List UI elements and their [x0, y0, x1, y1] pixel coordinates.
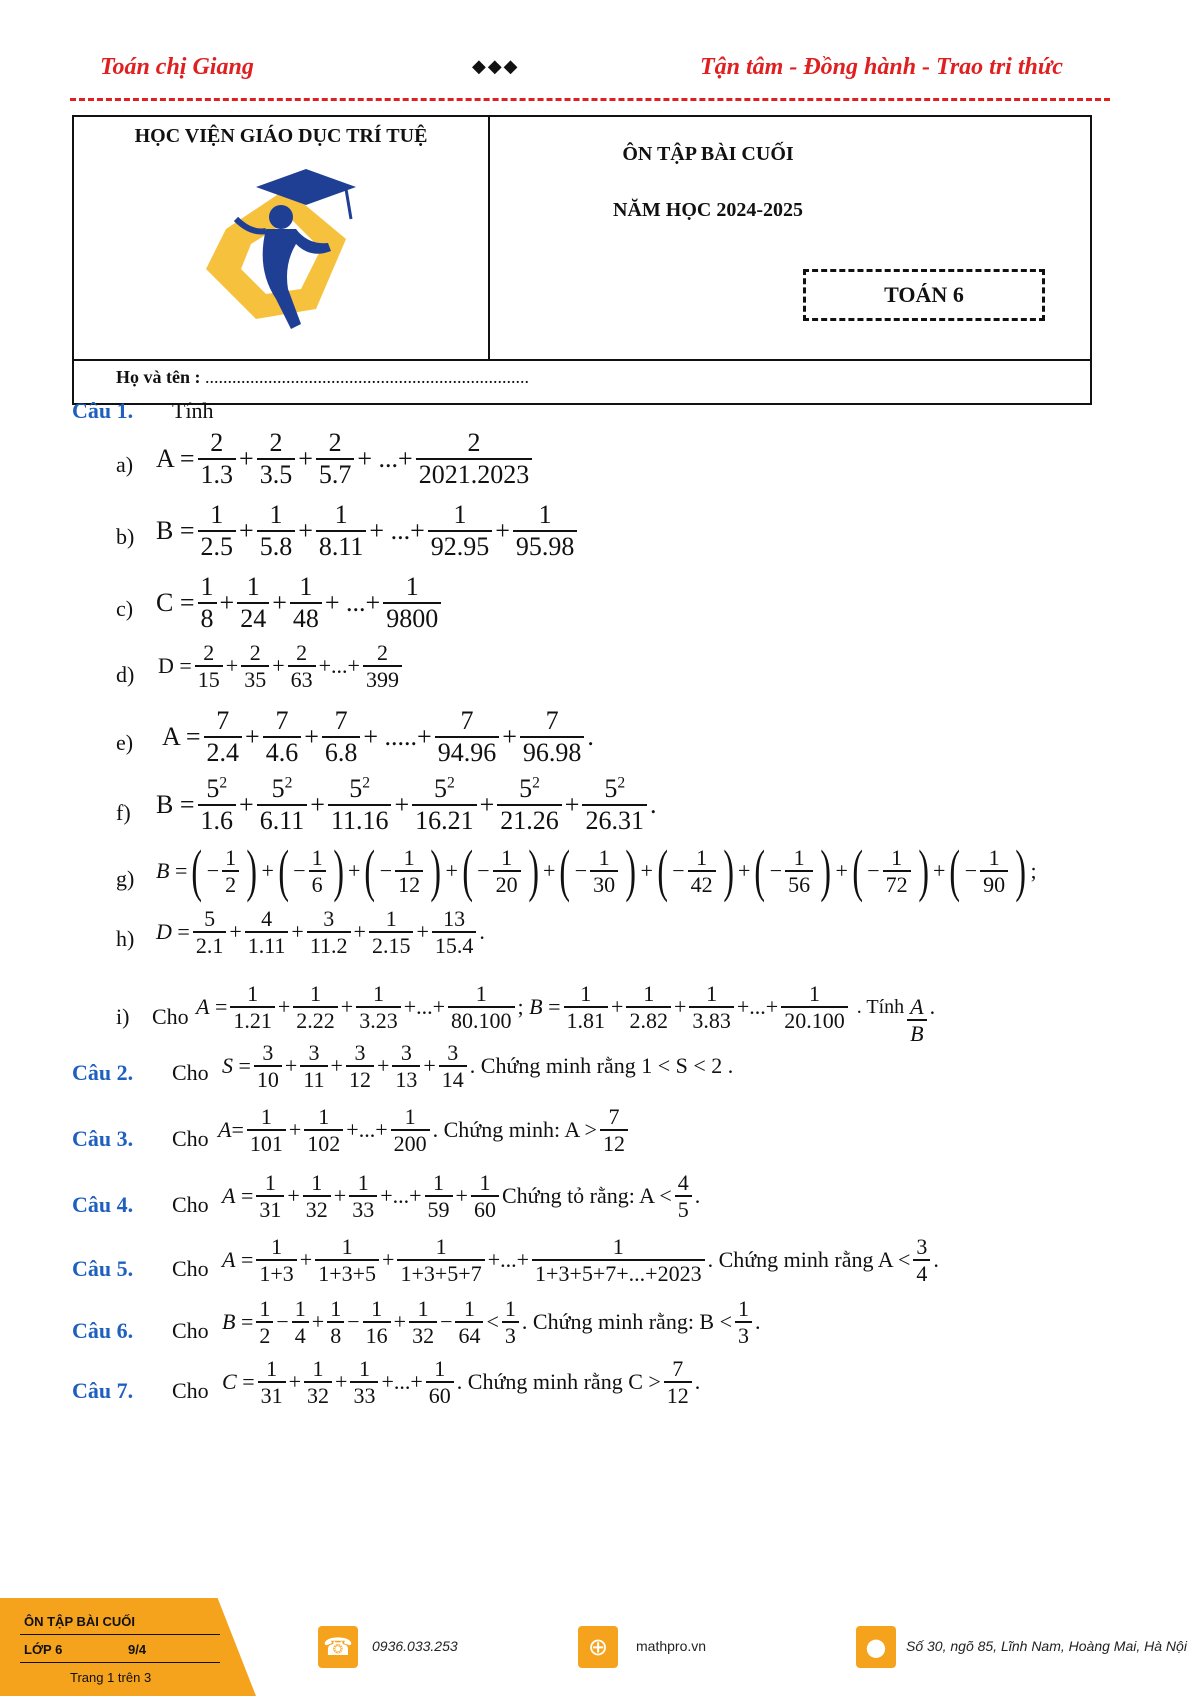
part-i-label: i) — [116, 1004, 130, 1029]
q4-label: Câu 4. — [72, 1192, 134, 1217]
footer-tag-line-2 — [20, 1662, 220, 1663]
name-dots: ........................................................................ — [205, 367, 529, 387]
formula-d: D = $\frac{2}{15}$ + $\frac{2}{35}$ + $\frac{2}{63}$ +...+ $\frac{2}{399}$ — [158, 640, 405, 693]
school-year: NĂM HỌC 2024-2025 — [613, 199, 803, 221]
formula-a: A = $\frac{2}{1.3}$ + $\frac{2}{3.5}$ + $\frac{2}{5.7}$ + ...+ $\frac{2}{2021.2023}$ — [156, 428, 535, 490]
part-d-label: d) — [116, 662, 135, 687]
doc-title: ÔN TẬP BÀI CUỐI — [622, 143, 794, 165]
formula-q4: A = $\frac{1}{31}$ + $\frac{1}{32}$ + $\frac{1}{33}$ +...+ $\frac{1}{59}$ + $\frac{1}{60}$ Chứng tỏ rằng: A < $\frac{4}{5}$ . — [222, 1170, 701, 1223]
title-box — [72, 115, 1092, 405]
q7-tail: . Chứng minh rằng C > — [456, 1369, 661, 1395]
subject-badge: TOÁN 6 — [803, 269, 1045, 321]
q5-cho: Cho — [172, 1256, 209, 1281]
box-horizontal-divider — [74, 359, 1090, 361]
footer-website[interactable]: mathpro.vn — [636, 1638, 707, 1654]
formula-q6: B = $\frac{1}{2}$ − $\frac{1}{4}$ + $\frac{1}{8}$ − $\frac{1}{16}$ + $\frac{1}{32}$ − $\frac{1}{64}$ < $\frac{1}{3}$ . Chứng minh rằng: B < $\frac{1}{3}$ . — [222, 1296, 761, 1349]
q5-label: Câu 5. — [72, 1256, 134, 1281]
part-g-label: g) — [116, 866, 135, 891]
q1-text: Tính — [172, 398, 214, 423]
footer-tag-line-1 — [20, 1634, 220, 1635]
formula-e: A = $\frac{7}{2.4}$ + $\frac{7}{4.6}$ + $\frac{7}{6.8}$ + .....+ $\frac{7}{94.96}$ + $\frac{7}{96.98}$ . — [162, 706, 594, 767]
formula-i: A = $\frac{1}{1.21}$ + $\frac{1}{2.22}$ + $\frac{1}{3.23}$ +...+ $\frac{1}{80.100}$ ; B = $\frac{1}{1.81}$ + $\frac{1}{2.82}$ + $\frac{1}{3.83}$ +...+ $\frac{1}{20.100}$ . Tính $\frac{A}{B}$ . — [196, 981, 936, 1047]
globe-icon: ⊕ — [578, 1626, 618, 1668]
formula-f: B = $\frac{5^2}{1.6}$ + $\frac{5^2}{6.11}$ + $\frac{5^2}{11.16}$ + $\frac{5^2}{16.21}$ + $\frac{5^2}{21.26}$ + $\frac{5^2}{26.31}$ . — [156, 774, 657, 835]
formula-q5: A = $\frac{1}{1+3}$ + $\frac{1}{1+3+5}$ + $\frac{1}{1+3+5+7}$ +...+ $\frac{1}{1+3+5+7+...+2023}$ . Chứng minh rằng A < $\frac{3}{4}$ . — [222, 1234, 939, 1287]
q7-label: Câu 7. — [72, 1378, 134, 1403]
part-i-cho: Cho — [152, 1004, 189, 1029]
q5-tail: . Chứng minh rằng A < — [707, 1247, 911, 1273]
q3-tail: . Chứng minh: A > — [432, 1117, 597, 1143]
formula-h: D = $\frac{5}{2.1}$ + $\frac{4}{1.11}$ + $\frac{3}{11.2}$ + $\frac{1}{2.15}$ + $\frac{13}{15.4}$ . — [156, 906, 485, 959]
formula-q2: S = $\frac{3}{10}$ + $\frac{3}{11}$ + $\frac{3}{12}$ + $\frac{3}{13}$ + $\frac{3}{14}$ . Chứng minh rằng 1 < S < 2 . — [222, 1040, 734, 1093]
student-name-line — [116, 367, 529, 388]
formula-c: C = $\frac{1}{8}$ + $\frac{1}{24}$ + $\frac{1}{48}$ + ...+ $\frac{1}{9800}$ — [156, 572, 444, 634]
q1-label: Câu 1. — [72, 398, 134, 423]
header-brand: Toán chị Giang — [100, 54, 254, 80]
part-c-label: c) — [116, 596, 134, 621]
part-h-label: h) — [116, 926, 135, 951]
part-a-label: a) — [116, 452, 134, 477]
q6-label: Câu 6. — [72, 1318, 134, 1343]
formula-b: B = $\frac{1}{2.5}$ + $\frac{1}{5.8}$ + $\frac{1}{8.11}$ + ...+ $\frac{1}{92.95}$ + $\frac{1}{95.98}$ — [156, 500, 580, 562]
part-f-label: f) — [116, 800, 131, 825]
name-label: Họ và tên : — [116, 367, 201, 387]
school-name: HỌC VIỆN GIÁO DỤC TRÍ TUỆ — [134, 125, 428, 147]
header-divider — [70, 98, 1110, 101]
footer-date: 9/4 — [128, 1642, 147, 1657]
location-pin-icon: ● — [856, 1626, 896, 1668]
part-b-label: b) — [116, 524, 135, 549]
part-e-label: e) — [116, 730, 134, 755]
q6-tail: . Chứng minh rằng: B < — [521, 1309, 733, 1335]
q4-cho: Cho — [172, 1192, 209, 1217]
q3-label: Câu 3. — [72, 1126, 134, 1151]
footer-page: Trang 1 trên 3 — [70, 1670, 152, 1685]
q2-cho: Cho — [172, 1060, 209, 1085]
footer-phone[interactable]: 0936.033.253 — [372, 1638, 458, 1654]
part-i-tinh: . Tính — [856, 995, 905, 1018]
footer-address: Số 30, ngõ 85, Lĩnh Nam, Hoàng Mai, Hà Nội — [906, 1638, 1187, 1654]
footer-grade: LỚP 6 — [24, 1642, 63, 1657]
header-ornament: ◆◆◆ — [472, 56, 520, 76]
formula-q3: A = $\frac{1}{101}$ + $\frac{1}{102}$ +...+ $\frac{1}{200}$ . Chứng minh: A > $\frac{7}{12}$ — [218, 1104, 631, 1157]
q3-cho: Cho — [172, 1126, 209, 1151]
footer-title: ÔN TẬP BÀI CUỐI — [24, 1614, 135, 1629]
q6-cho: Cho — [172, 1318, 209, 1343]
school-logo-icon — [196, 159, 366, 339]
formula-g: B = ( − $\frac{1}{2}$ ) + ( − $\frac{1}{6}$ ) + ( − $\frac{1}{12}$ ) + ( − $\frac{1}{20}$ ) + ( − $\frac{1}{30}$ ) + ( − $\frac{1}{42}$ ) + ( − $\frac{1}{56}$ ) + ( − $\frac{1}{72}$ ) + ( − $\frac{1}{90}$ ) ; — [156, 838, 1037, 903]
header-slogan: Tận tâm - Đồng hành - Trao tri thức — [700, 54, 1063, 80]
q2-tail: . Chứng minh rằng 1 < S < 2 . — [469, 1053, 734, 1079]
phone-icon: ☎ — [318, 1626, 358, 1668]
q2-label: Câu 2. — [72, 1060, 134, 1085]
q4-tail: Chứng tỏ rằng: A < — [501, 1183, 672, 1209]
q7-cho: Cho — [172, 1378, 209, 1403]
formula-q7: C = $\frac{1}{31}$ + $\frac{1}{32}$ + $\frac{1}{33}$ +...+ $\frac{1}{60}$ . Chứng minh rằng C > $\frac{7}{12}$ . — [222, 1356, 701, 1409]
